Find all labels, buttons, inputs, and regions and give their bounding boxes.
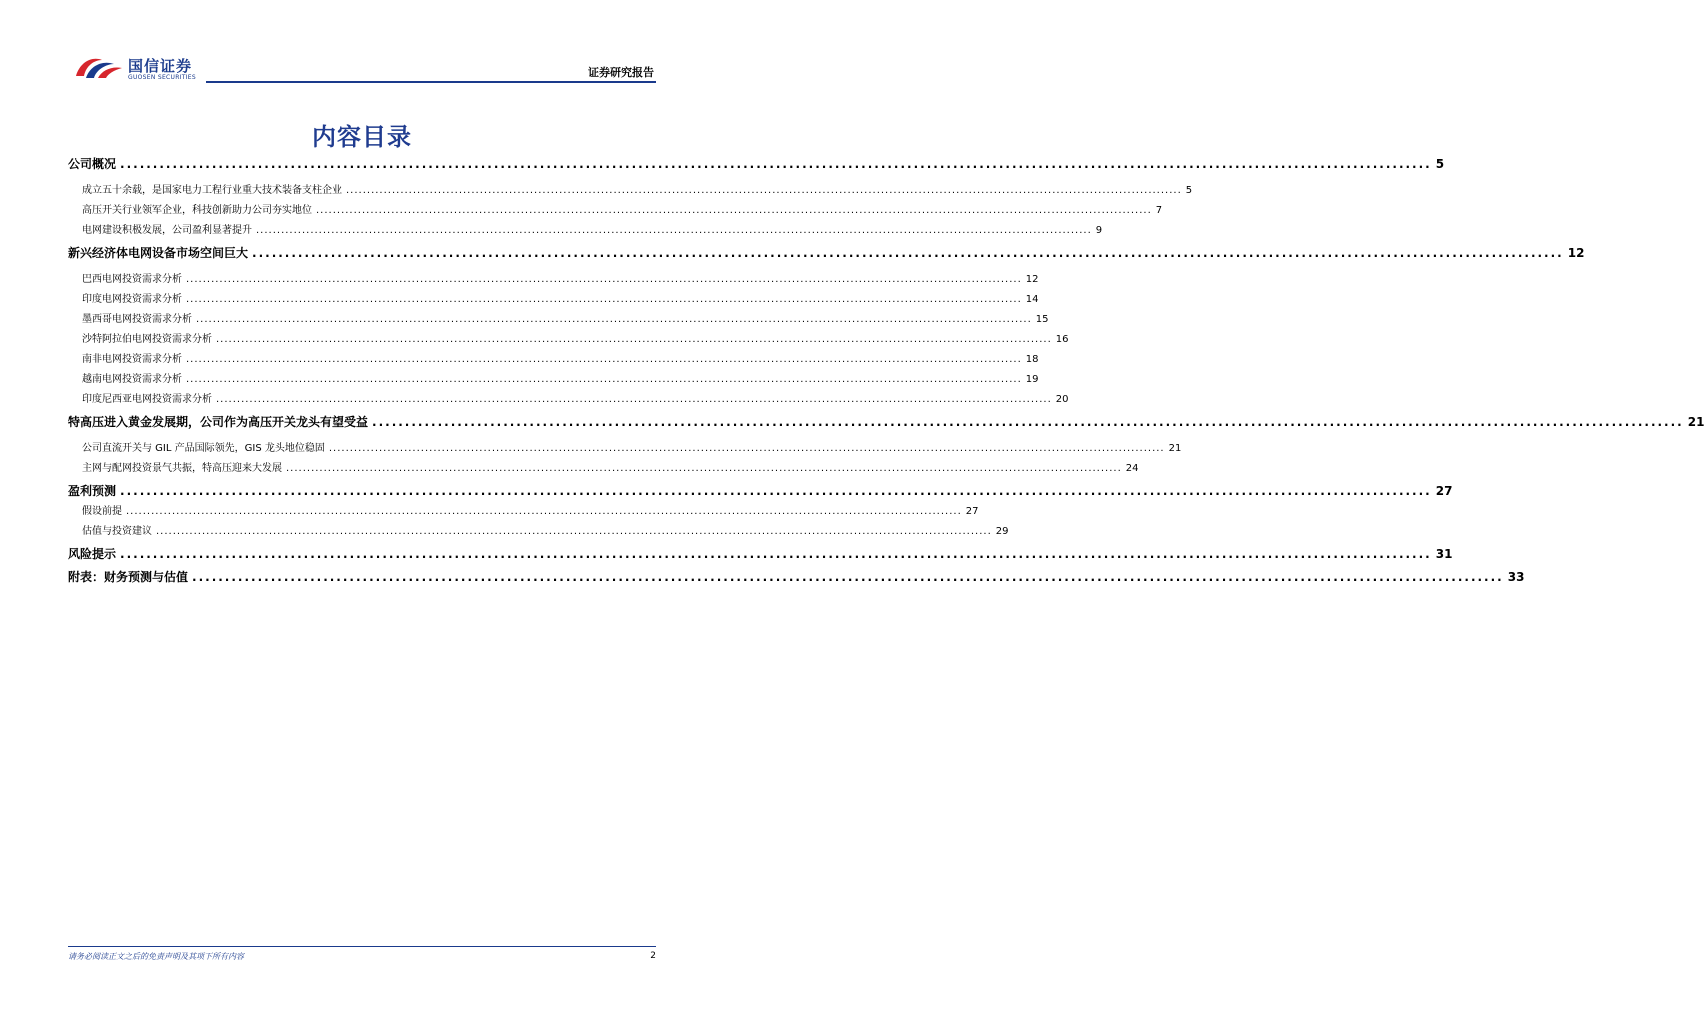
toc-chapter-entry[interactable] — [68, 568, 1525, 585]
toc-entry-title: 估值与投资建议 — [82, 526, 152, 537]
toc-entry-page: 18 — [1025, 354, 1039, 365]
toc-entry-page: 29 — [995, 526, 1009, 537]
toc-leader-dots: ........................................................................................................................................................................................................ — [328, 443, 1165, 454]
toc-entry-title: 主网与配网投资景气共振，特高压迎来大发展 — [82, 463, 282, 474]
toc-chapter-entry[interactable] — [68, 413, 1704, 430]
toc-leader-dots: ........................................................................................................................................................................................................ — [192, 570, 1504, 584]
toc-leader-dots: ........................................................................................................................................................................................................ — [196, 314, 1032, 325]
toc-section-entry[interactable] — [68, 270, 1039, 285]
toc-entry-title: 风险提示 — [68, 547, 117, 561]
toc-entry-title: 电网建设积极发展，公司盈利显著提升 — [82, 225, 252, 236]
toc-entry-page: 14 — [1025, 294, 1039, 305]
toc-leader-dots: ........................................................................................................................................................................................................ — [346, 185, 1182, 196]
toc-entry-page: 27 — [1435, 484, 1453, 498]
toc-entry-title: 印度电网投资需求分析 — [82, 294, 182, 305]
toc-entry-title: 越南电网投资需求分析 — [82, 374, 182, 385]
toc-entry-page: 16 — [1055, 334, 1069, 345]
toc-section-entry[interactable] — [68, 201, 1163, 216]
page-header — [68, 50, 656, 84]
toc-entry-title: 假设前提 — [82, 506, 122, 517]
toc-title: 内容目录 — [312, 123, 412, 151]
toc-section-entry[interactable] — [68, 221, 1103, 236]
toc-leader-dots: ........................................................................................................................................................................................................ — [120, 547, 1432, 561]
page-number: 2 — [650, 951, 656, 961]
toc-entry-page: 15 — [1035, 314, 1049, 325]
toc-leader-dots: ........................................................................................................................................................................................................ — [186, 294, 1022, 305]
report-type-label: 证券研究报告 — [588, 66, 654, 79]
toc-chapter-entry[interactable] — [68, 155, 1445, 172]
toc-entry-title: 南非电网投资需求分析 — [82, 354, 182, 365]
toc-entry-page: 12 — [1567, 246, 1585, 260]
toc-entry-page: 5 — [1435, 157, 1445, 171]
toc-entry-page: 21 — [1168, 443, 1182, 454]
footer-divider — [68, 946, 656, 947]
toc-leader-dots: ........................................................................................................................................................................................................ — [156, 526, 992, 537]
toc-section-entry[interactable] — [68, 310, 1049, 325]
toc-section-entry[interactable] — [68, 330, 1069, 345]
toc-entry-page: 27 — [965, 506, 979, 517]
guosen-logo — [72, 52, 222, 84]
toc-section-entry[interactable] — [68, 350, 1039, 365]
toc-section-entry[interactable] — [68, 181, 1193, 196]
toc-leader-dots: ........................................................................................................................................................................................................ — [120, 484, 1432, 498]
toc-leader-dots: ........................................................................................................................................................................................................ — [316, 205, 1152, 216]
toc-entry-title: 新兴经济体电网设备市场空间巨大 — [68, 246, 249, 260]
toc-entry-title: 特高压进入黄金发展期，公司作为高压开关龙头有望受益 — [68, 415, 369, 429]
toc-leader-dots: ........................................................................................................................................................................................................ — [186, 354, 1022, 365]
footer-disclaimer: 请务必阅读正文之后的免责声明及其项下所有内容 — [68, 952, 244, 961]
toc-chapter-entry[interactable] — [68, 482, 1453, 499]
header-divider — [206, 81, 656, 83]
toc-section-entry[interactable] — [68, 370, 1039, 385]
toc-entry-title: 公司直流开关与 GIL 产品国际领先，GIS 龙头地位稳固 — [82, 443, 325, 454]
guosen-logo-icon — [72, 52, 126, 84]
toc-leader-dots: ........................................................................................................................................................................................................ — [286, 463, 1122, 474]
toc-entry-page: 20 — [1055, 394, 1069, 405]
toc-entry-page: 7 — [1155, 205, 1163, 216]
toc-chapter-entry[interactable] — [68, 244, 1585, 261]
toc-leader-dots: ........................................................................................................................................................................................................ — [252, 246, 1564, 260]
toc-section-entry[interactable] — [68, 290, 1039, 305]
toc-entry-title: 成立五十余载，是国家电力工程行业重大技术装备支柱企业 — [82, 185, 342, 196]
toc-section-entry[interactable] — [68, 502, 979, 517]
toc-entry-page: 5 — [1185, 185, 1193, 196]
toc-entry-page: 19 — [1025, 374, 1039, 385]
toc-section-entry[interactable] — [68, 390, 1069, 405]
toc-entry-page: 31 — [1435, 547, 1453, 561]
toc-entry-page: 12 — [1025, 274, 1039, 285]
toc-entry-page: 21 — [1687, 415, 1704, 429]
toc-leader-dots: ........................................................................................................................................................................................................ — [186, 274, 1022, 285]
toc-entry-title: 高压开关行业领军企业，科技创新助力公司夯实地位 — [82, 205, 312, 216]
toc-leader-dots: ........................................................................................................................................................................................................ — [256, 225, 1092, 236]
toc-chapter-entry[interactable] — [68, 545, 1453, 562]
toc-entry-title: 公司概况 — [68, 157, 117, 171]
logo-text-en: GUOSEN SECURITIES — [128, 74, 197, 81]
toc-entry-page: 33 — [1507, 570, 1525, 584]
toc-section-entry[interactable] — [68, 459, 1139, 474]
toc-leader-dots: ........................................................................................................................................................................................................ — [120, 157, 1432, 171]
toc-entry-title: 沙特阿拉伯电网投资需求分析 — [82, 334, 212, 345]
toc-leader-dots: ........................................................................................................................................................................................................ — [372, 415, 1684, 429]
toc-leader-dots: ........................................................................................................................................................................................................ — [186, 374, 1022, 385]
toc-entry-title: 印度尼西亚电网投资需求分析 — [82, 394, 212, 405]
toc-section-entry[interactable] — [68, 439, 1182, 454]
toc-entry-title: 盈利预测 — [68, 484, 117, 498]
toc-leader-dots: ........................................................................................................................................................................................................ — [126, 506, 962, 517]
toc-entry-title: 附表：财务预测与估值 — [68, 570, 189, 584]
toc-section-entry[interactable] — [68, 522, 1009, 537]
toc-leader-dots: ........................................................................................................................................................................................................ — [216, 394, 1052, 405]
toc-entry-page: 9 — [1095, 225, 1103, 236]
logo-text-cn: 国信证券 — [128, 57, 193, 75]
toc-entry-title: 巴西电网投资需求分析 — [82, 274, 182, 285]
toc-entry-page: 24 — [1125, 463, 1139, 474]
toc-leader-dots: ........................................................................................................................................................................................................ — [216, 334, 1052, 345]
toc-entry-title: 墨西哥电网投资需求分析 — [82, 314, 192, 325]
